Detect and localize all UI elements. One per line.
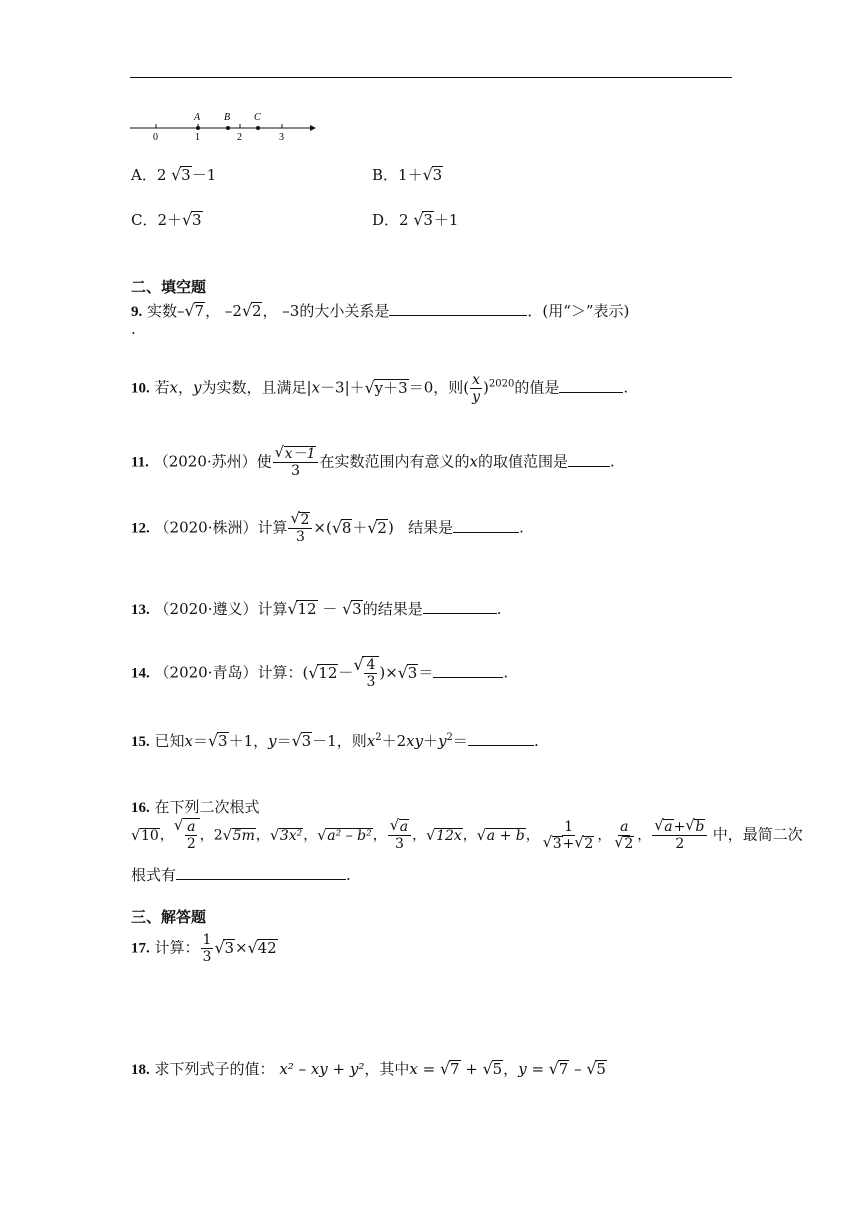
question-10: 10. 若x，y为实数，且满足|x－3|＋ √ y＋3＝0，则( $\frac{x}{y}$ )$^{2020}$的值是 . (131, 372, 629, 406)
question-14: 14. （2020·青岛）计算：( √ 12－ √ $\frac{4}{3}$ )× √ 3＝ . (131, 655, 509, 691)
answer-blank[interactable] (468, 731, 534, 746)
number-line (128, 108, 318, 144)
radical: √ 7 (184, 301, 205, 320)
tick-3: 3 (279, 132, 284, 143)
point-a (196, 126, 200, 130)
radical: √ 7 (548, 1059, 569, 1078)
tick-0: 0 (153, 132, 158, 143)
radical: √ 8 (331, 517, 352, 537)
radical: √ $\frac{4}{3}$ (353, 656, 379, 690)
radical: √ y＋3 (364, 377, 408, 397)
section-title-fill-in: 二、填空题 (131, 278, 207, 296)
answer-blank[interactable] (433, 663, 503, 678)
radical: √ 2 (367, 517, 387, 537)
question-16: 16. 在下列二次根式 (131, 798, 260, 816)
answer-blank[interactable] (453, 518, 519, 533)
question-13: 13. （2020·遵义）计算 √ 12 － √ 3的结果是 . (131, 599, 502, 618)
radical: √ 3 (413, 210, 433, 229)
question-16-line3: 根式有 . (131, 866, 351, 884)
radical: √ 42 (247, 937, 277, 957)
radical: √ 3 (208, 731, 228, 750)
question-12: 12. （2020·株洲）计算 √ 2 3 ×( √ 8＋ √ 2) 结果是 . (131, 510, 524, 546)
answer-blank[interactable] (389, 301, 527, 316)
point-c-label: C (254, 112, 261, 123)
option-d: D．2 √ 3＋1 (372, 210, 459, 229)
radical: √ 3 (171, 165, 191, 184)
question-9: 9. 实数– √ 7， –2 √ 2， –3的大小关系是 ．(用“＞”表示) (131, 301, 630, 320)
point-b (226, 126, 230, 130)
radical: √ 12 (308, 662, 338, 682)
radical: √ 3 (182, 210, 202, 229)
option-c: C．2＋ √ 3 (131, 210, 202, 229)
question-9-dot: . (131, 320, 136, 338)
radical: √ 3 (214, 937, 235, 957)
question-16-radicals: √ 10， √ $\frac{a}{2}$ ，2 √ 5m， √ 3x²， √ a² – b²， √ a 3 ， √ 12x， √ a + b， 1 √ 3+ √ 2 ， a √ 2 ， √ a+ √ b 2 中，最简二次 (131, 816, 803, 853)
answer-blank[interactable] (423, 599, 497, 614)
point-b-label: B (224, 112, 231, 123)
radical: √ 12 (287, 599, 317, 618)
radical: √ 7 (439, 1059, 460, 1078)
tick-1: 1 (195, 132, 200, 143)
answer-blank[interactable] (559, 378, 623, 393)
point-a-label: A (194, 112, 201, 123)
fraction: √ 2 3 (288, 512, 312, 545)
radical: √ 3 (342, 599, 362, 618)
fraction: $\frac{x}{y}$ (472, 372, 481, 406)
answer-blank[interactable] (176, 865, 346, 880)
point-c (256, 126, 260, 130)
question-17: 17. 计算： $\frac{1}{3}$ √ 3× √ 42 (131, 932, 277, 966)
radical: √ 3 (397, 662, 418, 682)
question-15: 15. 已知x＝ √ 3＋1，y＝ √ 3－1，则$x^2+2xy+y^2=$ . (131, 731, 539, 750)
fraction: $\frac{1}{3}$ (202, 932, 212, 966)
option-b: B．1＋ √ 3 (372, 165, 443, 184)
fraction: √ x－1 3 (273, 446, 319, 479)
radical: √ 5 (586, 1059, 606, 1078)
section-title-solve: 三、解答题 (131, 908, 207, 926)
option-a: A．2 √ 3－1 (131, 165, 217, 184)
radical: √ 3 (291, 731, 312, 750)
answer-blank[interactable] (568, 452, 610, 467)
header-rule (130, 77, 732, 78)
radical: √ 3 (422, 165, 443, 184)
radical: √ 5 (482, 1059, 503, 1078)
radical: √ 2 (241, 301, 262, 320)
question-11: 11. （2020·苏州）使 √ x－1 3 在实数范围内有意义的x的取值范围是 . (131, 444, 615, 480)
question-18: 18. 求下列式子的值： x² – xy + y²，其中x = √ 7 + √ 5，y = √ 7 – √ 5 (131, 1059, 606, 1078)
tick-2: 2 (237, 132, 242, 143)
